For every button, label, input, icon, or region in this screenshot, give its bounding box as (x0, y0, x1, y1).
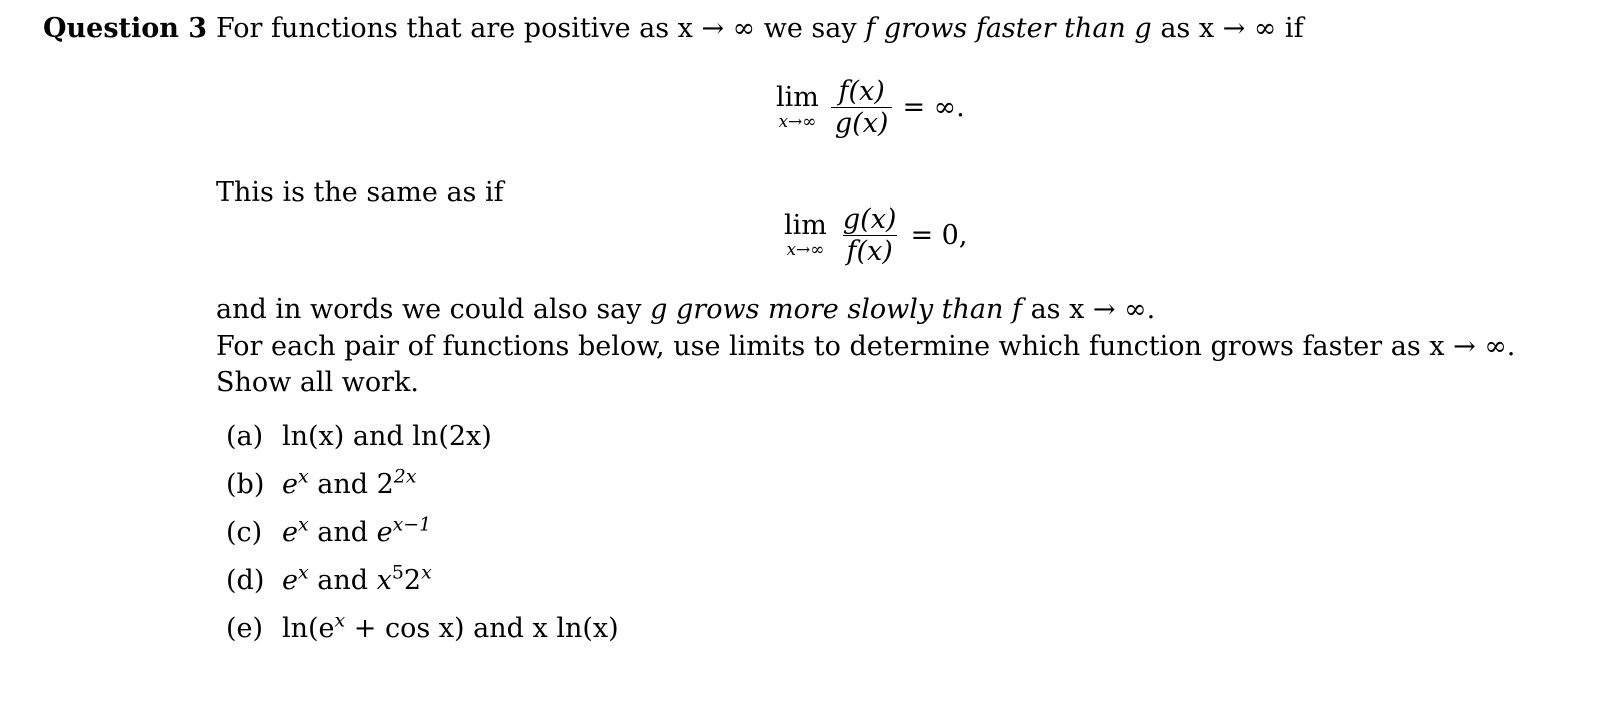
intro-text-1: For functions that are positive as x → ∞ we say (216, 13, 857, 44)
expression-start: ln(e (282, 613, 335, 644)
function-a (282, 609, 465, 646)
part-label: (e) (226, 613, 264, 644)
exponent: x (297, 513, 309, 536)
fraction (831, 76, 893, 139)
intro-phrase: grows faster than (883, 13, 1126, 44)
numerator: g(x) (842, 204, 897, 235)
part-label: (d) (226, 565, 265, 596)
words-phrase: grows more slowly than (676, 294, 1004, 325)
list-item (226, 513, 619, 564)
limit-operator (776, 83, 819, 131)
exponent: x (421, 561, 432, 584)
intro-g: g (1134, 13, 1152, 44)
exponent: x−1 (392, 513, 432, 536)
part-label: (c) (226, 517, 263, 548)
limit-equation-2 (784, 204, 967, 267)
base: e (282, 565, 298, 596)
function-a (282, 465, 309, 502)
limit-operator (784, 211, 827, 259)
limit-equation-1 (776, 76, 965, 139)
equation-rhs: = 0, (910, 219, 968, 251)
conjunction: and (352, 421, 404, 452)
part-label: (b) (226, 469, 265, 500)
list-item (226, 465, 619, 516)
list-item (226, 561, 619, 612)
list-item (226, 420, 619, 468)
instruction-text: For each pair of functions below, use limits to determine which function grows faster as x → ∞. Show all work. (216, 331, 1516, 398)
lim-word: lim (784, 210, 827, 242)
base: 2 (403, 565, 422, 596)
lim-subscript: x→∞ (778, 112, 817, 133)
equation-rhs: = ∞. (902, 91, 965, 123)
expression-end: + cos x) (345, 613, 465, 644)
base: e (376, 517, 393, 548)
intro-f: f (865, 13, 876, 44)
words-line (216, 293, 1155, 327)
numerator: f(x) (838, 76, 885, 107)
conjunction: and (317, 469, 369, 500)
exponent: x (297, 465, 309, 488)
base: 2 (376, 469, 394, 500)
base: e (282, 469, 298, 500)
words-g: g (650, 294, 668, 325)
exponent: x (334, 609, 346, 632)
list-item (226, 609, 619, 660)
part-label: (a) (226, 421, 264, 452)
function-b (376, 465, 417, 502)
function-b (376, 513, 432, 550)
function-b (376, 561, 432, 598)
function-b: ln(2x) (412, 421, 492, 452)
function-a (282, 561, 309, 598)
base: e (282, 517, 298, 548)
parts-list (226, 420, 619, 660)
words-text-2: as x → ∞. (1030, 294, 1156, 325)
conjunction: and (317, 517, 369, 548)
same-as-text: This is the same as if (216, 177, 504, 208)
function-a: ln(x) (282, 421, 345, 452)
function-b: x ln(x) (532, 613, 619, 644)
words-text-1: and in words we could also say (216, 294, 642, 325)
exponent: 2x (393, 465, 417, 488)
question-intro (216, 12, 1304, 46)
fraction (839, 204, 901, 267)
conjunction: and (317, 565, 369, 596)
lim-word: lim (776, 82, 819, 114)
denominator: f(x) (843, 235, 897, 267)
exponent: 5 (391, 561, 404, 584)
conjunction: and (473, 613, 524, 644)
function-a (282, 513, 309, 550)
base: x (376, 565, 392, 596)
words-f: f (1011, 294, 1022, 325)
question-heading: Question 3 (43, 13, 208, 44)
intro-text-2: as x → ∞ if (1160, 13, 1304, 44)
denominator: g(x) (831, 107, 893, 139)
lim-subscript: x→∞ (786, 240, 825, 261)
exponent: x (297, 561, 309, 584)
